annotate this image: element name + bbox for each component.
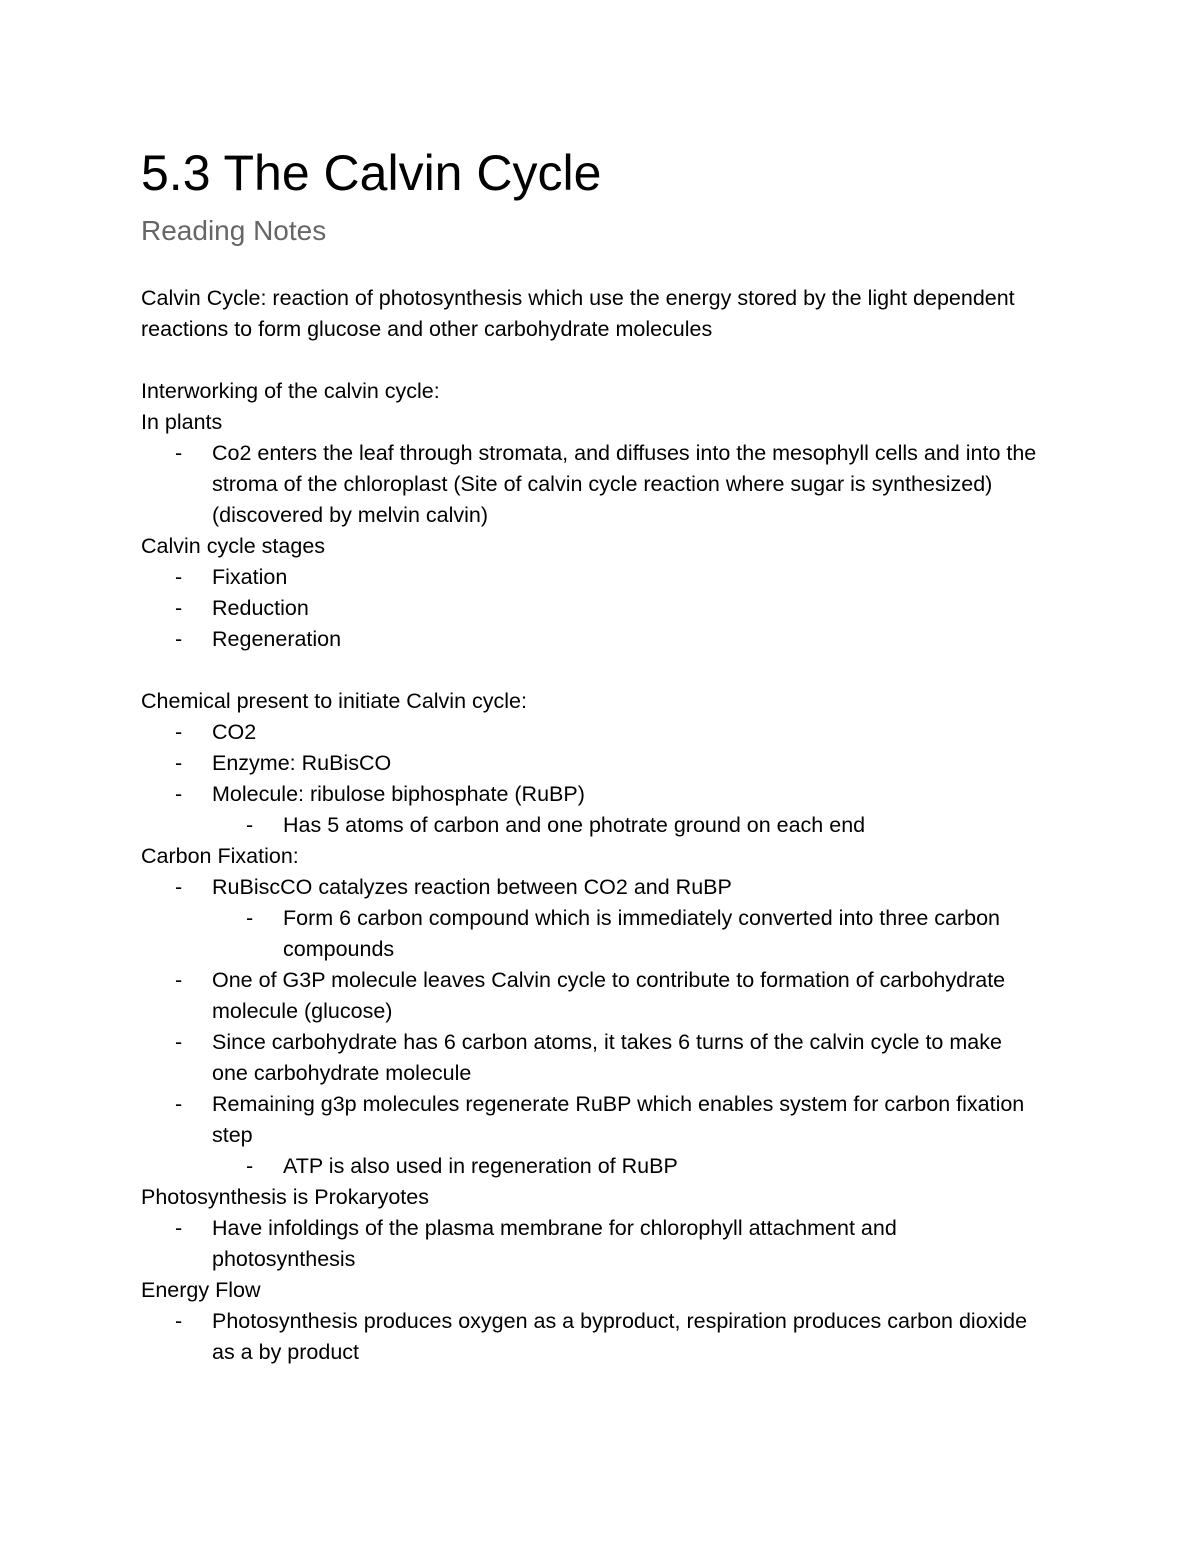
list-item-text: Form 6 carbon compound which is immediately converted into three carbon compounds [283,906,1001,961]
document-title: 5.3 The Calvin Cycle [141,145,602,201]
list-item [141,438,1041,531]
dash-bullet: - [175,1030,183,1054]
blank-line [141,345,1041,376]
dash-bullet: - [175,751,183,775]
stages-heading: Calvin cycle stages [141,534,326,558]
interworking-heading: Interworking of the calvin cycle: [141,379,440,403]
energy-flow-heading: Energy Flow [141,1278,261,1302]
list-item [141,965,1041,1027]
dash-bullet: - [246,1154,254,1178]
dash-bullet: - [246,906,254,930]
list-item [141,779,1041,841]
dash-bullet: - [175,875,183,899]
list-item-text: Fixation [212,565,288,589]
document-subtitle: Reading Notes [141,215,327,246]
energy-flow-list [141,1306,1041,1368]
list-item-text: Remaining g3p molecules regenerate RuBP which enables system for carbon fixation step [212,1092,1025,1147]
chemical-sublist [212,810,1041,841]
list-item-text: Reduction [212,596,309,620]
dash-bullet: - [175,1092,183,1116]
list-item [141,1306,1041,1368]
document-body [141,283,1041,1368]
carbon-fixation-heading: Carbon Fixation: [141,844,299,868]
dash-bullet: - [175,441,183,465]
dash-bullet: - [175,720,183,744]
dash-bullet: - [175,968,183,992]
list-item-text: ATP is also used in regeneration of RuBP [283,1154,678,1178]
list-item [141,1213,1041,1275]
list-item-text: Has 5 atoms of carbon and one photrate ground on each end [283,813,866,837]
prokaryotes-heading: Photosynthesis is Prokaryotes [141,1185,429,1209]
dash-bullet: - [175,1309,183,1333]
chemical-list [141,717,1041,841]
list-item [141,593,1041,624]
list-item-text: Co2 enters the leaf through stromata, and diffuses into the mesophyll cells and into the stroma of the chloroplast (Site of calvin cycle reaction where sugar is synthesized) (discovered by melvin calvin) [212,441,1037,527]
list-item-text: CO2 [212,720,257,744]
list-item-text: Enzyme: RuBisCO [212,751,392,775]
list-item [212,1151,1041,1182]
list-item [141,872,1041,965]
list-item [141,624,1041,655]
list-item-text: Photosynthesis produces oxygen as a byproduct, respiration produces carbon dioxide as a by product [212,1309,1028,1364]
list-item [212,903,1041,965]
in-plants-heading: In plants [141,410,223,434]
dash-bullet: - [175,596,183,620]
chemical-heading: Chemical present to initiate Calvin cycle: [141,689,527,713]
list-item-text: RuBiscCO catalyzes reaction between CO2 and RuBP [212,875,732,899]
carbon-fixation-sublist [212,903,1041,965]
list-item-text: Regeneration [212,627,342,651]
calvin-cycle-definition: Calvin Cycle: reaction of photosynthesis which use the energy stored by the light dependent reactions to form glucose and other carbohydrate molecules [141,286,1015,341]
dash-bullet: - [246,813,254,837]
list-item [141,562,1041,593]
list-item [212,810,1041,841]
prokaryotes-list [141,1213,1041,1275]
stages-list [141,562,1041,655]
carbon-fixation-list [141,872,1041,1182]
dash-bullet: - [175,782,183,806]
in-plants-list [141,438,1041,531]
blank-line [141,655,1041,686]
list-item [141,748,1041,779]
dash-bullet: - [175,1216,183,1240]
dash-bullet: - [175,565,183,589]
list-item-text: Since carbohydrate has 6 carbon atoms, it takes 6 turns of the calvin cycle to make one carbohydrate molecule [212,1030,1002,1085]
list-item-text: Have infoldings of the plasma membrane for chlorophyll attachment and photosynthesis [212,1216,897,1271]
list-item-text: Molecule: ribulose biphosphate (RuBP) [212,782,585,806]
list-item [141,1089,1041,1182]
list-item [141,1027,1041,1089]
list-item-text: One of G3P molecule leaves Calvin cycle to contribute to formation of carbohydrate molecule (glucose) [212,968,1006,1023]
dash-bullet: - [175,627,183,651]
list-item [141,717,1041,748]
carbon-fixation-sublist [212,1151,1041,1182]
